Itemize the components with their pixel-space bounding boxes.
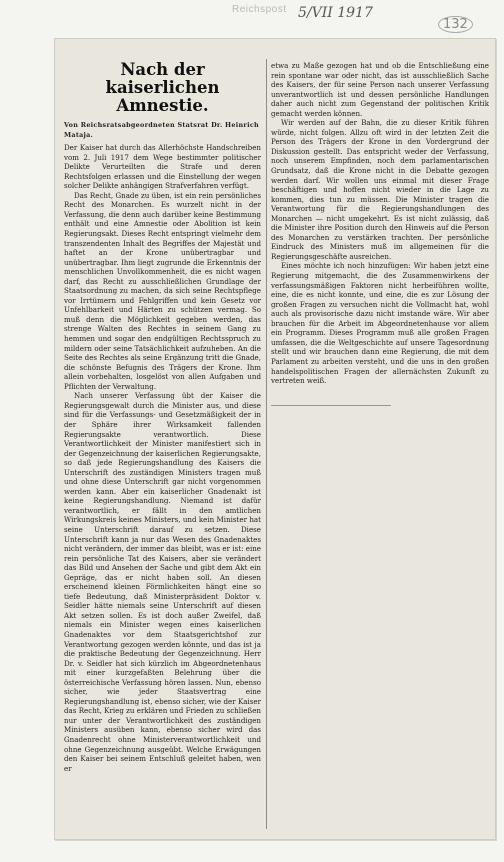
article-headline: Nach der kaiserlichen Amnestie. <box>105 61 220 115</box>
article-paragraph: Das Recht, Gnade zu üben, ist ein rein persönliches Recht des Monarchen. Es wurzelt nicht in der Verfassung, die denn auch darüber keine Bestimmung enthält und eine Amnestie oder Abolition ist kein Regierungsakt. Dieses Recht entspringt vielmehr dem transzendenten Inhalt des Begriffes der Majestät und haftet an der Krone unübertragbar und unübertragbar. Ihm liegt zugrunde die Erkenntnis der menschlichen Unvollkommenheit, die es nicht wagen darf, das Recht zu ausschließlichen Grundlage der Staatsordnung zu machen, da sich seine Rechtspflege vor Irrtümern und Fehlgriffen und kein Gesetz vor Unfehlbarkeit und Härten zu schützen vermag. So muß denn die Möglichkeit gegeben werden, das strenge Walten des Rechtes in seinem Gang zu hemmen und sogar den endgültigen Rechtsspruch zu mildern oder seine Tatsächlichkeit aufzuheben. An die Seite des Rechtes als seine Ergänzung tritt die Gnade, die schönste Befugnis des Trägers der Krone. Ihm allein vorbehalten, losgelöst von allen Aufgaben und Pflichten der Verwaltung. <box>64 190 261 391</box>
newspaper-stamp: Reichspost <box>232 4 287 15</box>
article-paragraph: Der Kaiser hat durch das Allerhöchste Handschreiben vom 2. Juli 1917 dem Wege bestimmter politischer Delikte Verurteilten die Strafe und deren Rechtsfolgen erlassen und die Einstellung der wegen solcher Delikte anhängigen Strafverfahren verfügt. <box>64 143 261 191</box>
column-end-rule <box>271 405 391 406</box>
article-paragraph: Wir werden auf der Bahn, die zu dieser Kritik führen würde, nicht folgen. Allzu oft wird in der letzten Zeit die Person des Trägers der Krone in den Vordergrund der Diskussion gestellt. Das entspricht weder der Verfassung, noch unserem Empfinden, noch dem parlamentarischen Grundsatz, daß die Krone nicht in die Debatte gezogen werden darf. Wir wollen uns einmal mit dieser Frage beschäftigen und hoffen nicht wieder in die Lage zu kommen, dies tun zu müssen. Die Minister tragen die Verantwortung für die Regierungshandlungen des Monarchen — nicht umgekehrt. Es ist nicht zulässig, daß die Minister ihre Position durch den Hinweis auf die Person des Monarchen zu verstärken trachten. Der persönliche Eindruck des Ministers muß im allgemeinen für die Regierungsgeschäfte ausreichen. <box>271 118 489 261</box>
article-column-left <box>64 61 261 831</box>
newspaper-clipping <box>54 38 496 840</box>
article-paragraph: Nach unserer Verfassung übt der Kaiser die Regierungsgewalt durch die Minister aus, und diese sind für die Verfassungs- und Gesetzmäßigkeit der in der Sphäre ihrer Wirksamkeit fallenden Regierungsakte verantwortlich. Diese Verantwortlichkeit der Minister manifestiert sich in der Gegenzeichnung der kaiserlichen Regierungsakte, so daß jede Regierungshandlung des Kaisers die Unterschrift des zuständigen Ministers tragen muß und ohne diese Unterschrift gar nicht vorgenommen werden kann. Aber ein kaiserlicher Gnadenakt ist keine Regierungshandlung. Niemand ist dafür verantwortlich, er fällt in den amtlichen Wirkungskreis keines Ministers, und kein Minister hat seine Unterschrift darauf zu setzen. Diese Unterschrift kann ja nur das Wesen des Gnadenaktes nicht verändern, der immer das bleibt, was er ist: eine rein persönliche Tat des Kaisers, aber sie verändert das Bild und Ansehen der Sache und gibt dem Akt ein Gepräge, das er nicht haben soll. An diesen erscheinend kleinen Förmlichkeiten hängt eine so tiefe Bedeutung, daß Ministerpräsident Doktor v. Seidler hätte niemals seine Unterschrift auf diesen Akt setzen sollen. Es ist doch außer Zweifel, daß niemals ein Minister wegen eines kaiserlichen Gnadenaktes vor dem Staatsgerichtshof zur Verantwortung gezogen werden könnte, und das ist ja die praktische Bedeutung der Gegenzeichnung. Herr Dr. v. Seidler hat sich kürzlich im Abgeordnetenhaus mit einer kurzgefaßten Belehrung über die österreichische Verfassung hören lassen. Nun, ebenso sicher, wie jeder Staatsvertrag eine Regierungshandlung ist, ebenso sicher, wie der Kaiser das Recht, Krieg zu erklären und Frieden zu schließen nur unter der Verantwortlichkeit des zuständigen Ministers ausüben kann, ebenso sicher wird das Gnadenrecht ohne Ministerverantwortlichkeit und ohne Gegenzeichnung ausgeübt. Welche Erwägungen den Kaiser bei seinem Entschluß geleitet haben, wen er <box>64 391 261 773</box>
column-divider <box>266 59 267 829</box>
archive-number: 132 <box>438 16 473 33</box>
article-column-right <box>271 61 489 401</box>
handwritten-date: 5/VII 1917 <box>298 5 373 21</box>
article-paragraph: Eines möchte ich noch hinzufügen: Wir haben jetzt eine Regierung mitgemacht, die des Zusammenwirkens der verfassungsmäßigen Faktoren nicht herbeiführen wollte, eine, die es nicht konnte, und eine, die es zur Lösung der großen Fragen zu versuchen nicht die Vollmacht hat, wohl auch als provisorische dazu nicht imstande wäre. Wir aber brauchen für die Arbeit im Abgeordnetenhause vor allem ein Programm. Dieses Programm muß alle großen Fragen umfassen, die die Weltgeschichte auf unsere Tagesordnung stellt und wir brauchen dann eine Regierung, die mit dem Parlament zu arbeiten versteht, und die uns in den großen handelspolitischen Fragen der allernächsten Zukunft zu vertreten weiß. <box>271 261 489 386</box>
article-paragraph: etwa zu Maße gezogen hat und ob die Entschließung eine rein spontane war oder nicht, das ist ausschließlich Sache des Kaisers, der für seine Person nach unserer Verfassung unverantwortlich ist und dessen persönliche Handlungen daher auch nicht zum Gegenstand der politischen Kritik gemacht werden können. <box>271 61 489 118</box>
article-byline: Von Reichsratsabgeordneten Statsrat Dr. Heinrich Mataja. <box>64 121 259 139</box>
